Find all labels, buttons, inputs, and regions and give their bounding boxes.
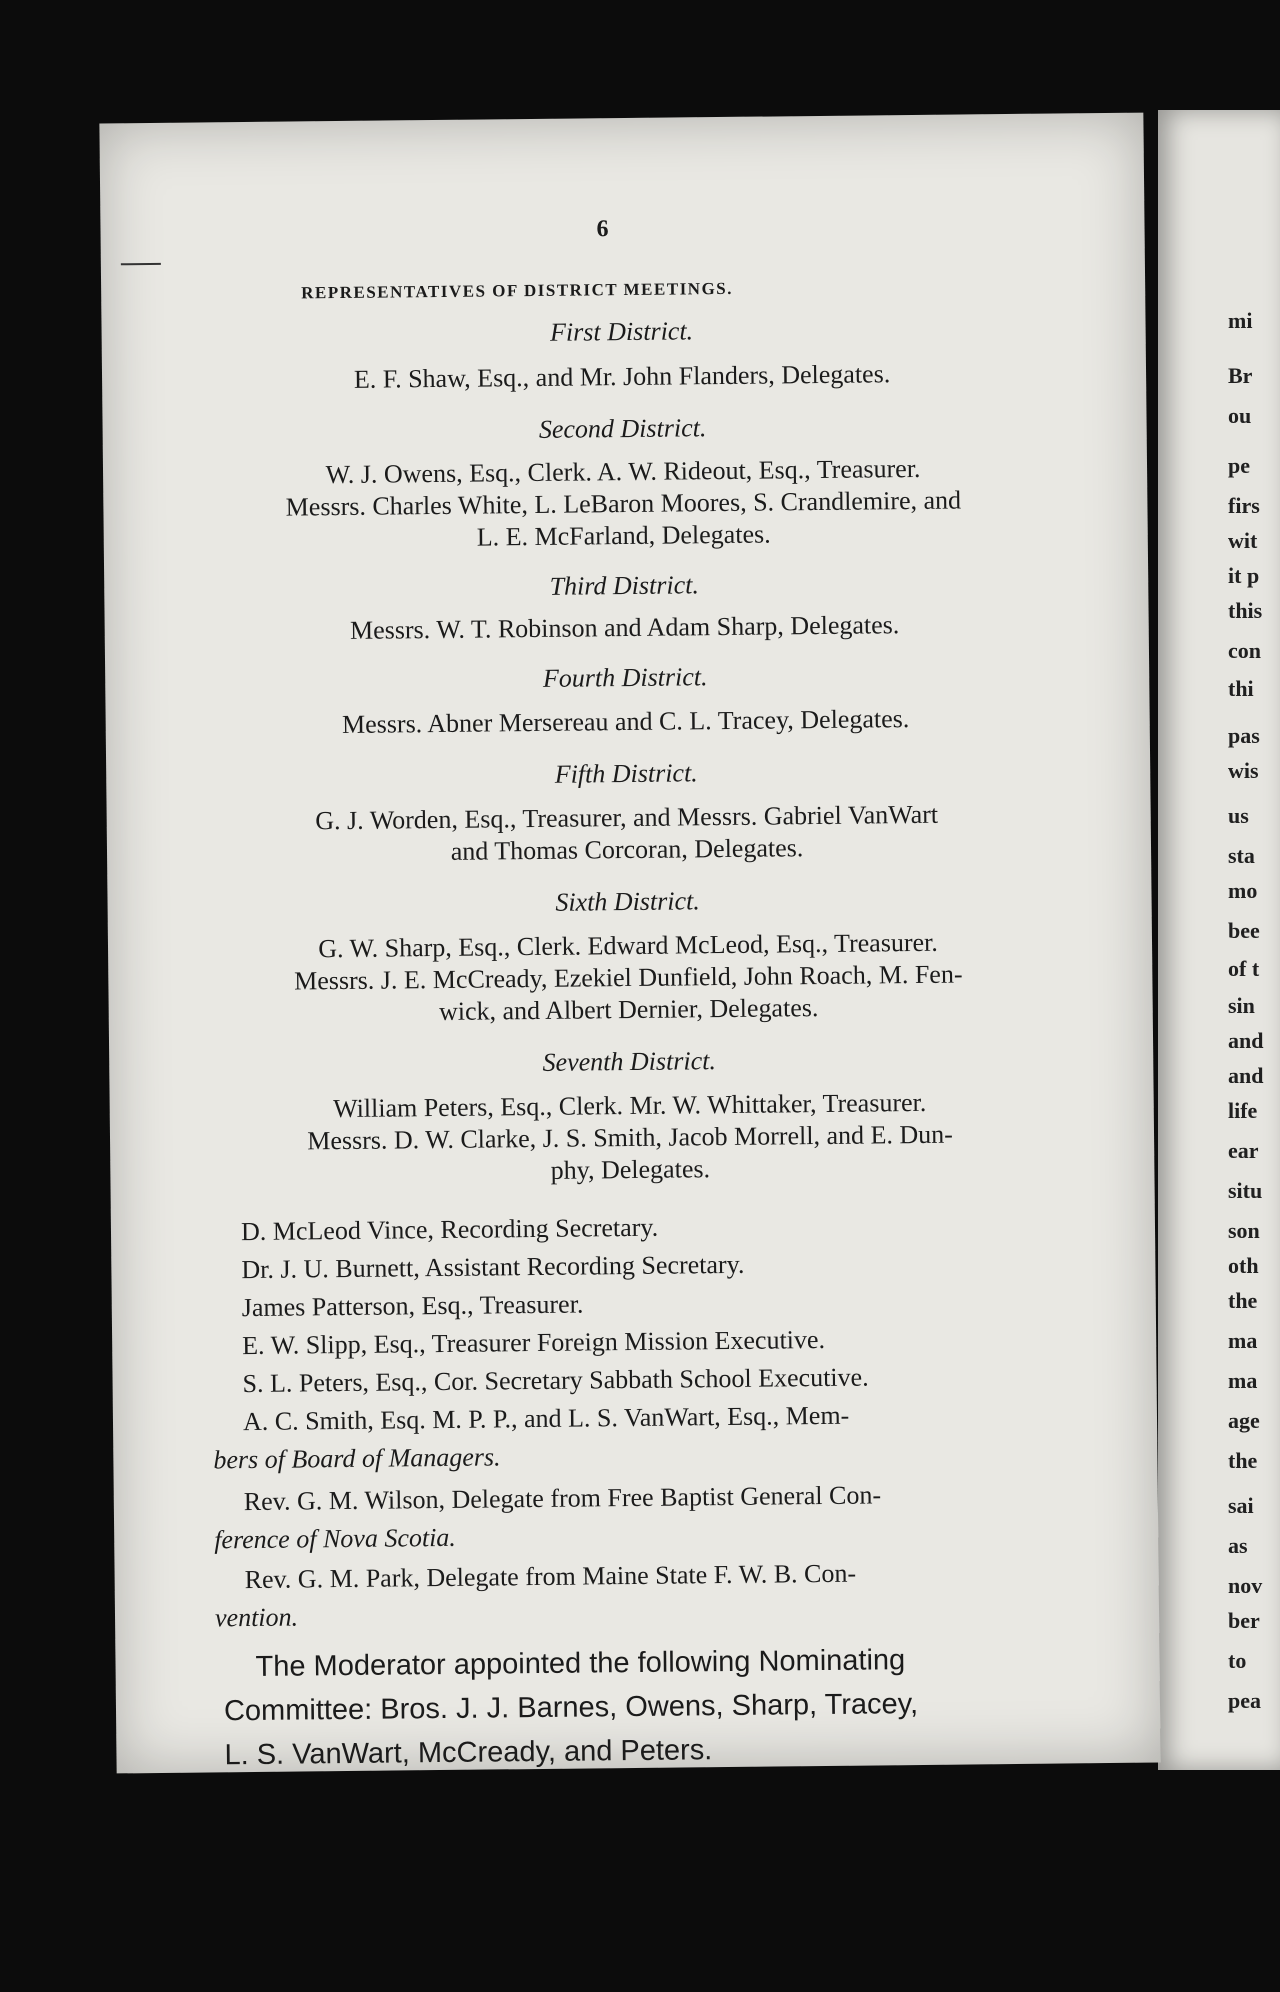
- district-title: Second District.: [538, 413, 707, 444]
- adjacent-page-fragment: of t: [1228, 956, 1260, 981]
- officer-line: S. L. Peters, Esq., Cor. Secretary Sabbath School Executive.: [242, 1362, 869, 1399]
- adjacent-page-fragment: mo: [1228, 878, 1258, 903]
- district-title: Sixth District.: [555, 886, 700, 917]
- adjacent-page-fragment: pe: [1228, 453, 1250, 478]
- officer-line: Dr. J. U. Burnett, Assistant Recording Secretary.: [241, 1249, 745, 1285]
- paragraph-line: L. S. VanWart, McCready, and Peters.: [224, 1734, 713, 1772]
- paragraph-line: Committee: Bros. J. J. Barnes, Owens, Sharp, Tracey,: [223, 1688, 919, 1728]
- adjacent-page-fragment: ou: [1228, 403, 1252, 428]
- adjacent-page: [1158, 110, 1280, 1770]
- officer-line: bers of Board of Managers.: [213, 1442, 501, 1475]
- page-number: 6: [596, 216, 609, 243]
- district-line: Messrs. W. T. Robinson and Adam Sharp, Delegates.: [349, 610, 900, 645]
- section-heading: REPRESENTATIVES OF DISTRICT MEETINGS.: [301, 278, 734, 303]
- officer-line: Rev. G. M. Park, Delegate from Maine State F. W. B. Con-: [244, 1558, 857, 1595]
- adjacent-page-fragment: life: [1228, 1098, 1258, 1123]
- district-line: wick, and Albert Dernier, Delegates.: [438, 993, 819, 1027]
- adjacent-page-fragment: this: [1228, 598, 1263, 623]
- officer-line: D. McLeod Vince, Recording Secretary.: [240, 1212, 659, 1247]
- margin-mark: [121, 263, 161, 265]
- adjacent-page-fragment: the: [1228, 1288, 1258, 1313]
- adjacent-page-fragment: con: [1228, 638, 1261, 663]
- adjacent-page-fragment: Br: [1228, 363, 1253, 388]
- district-title: First District.: [549, 316, 694, 347]
- adjacent-page-fragment: as: [1228, 1533, 1248, 1558]
- adjacent-page-fragment: bee: [1228, 918, 1260, 943]
- adjacent-page-fragment: mi: [1228, 308, 1253, 333]
- district-line: phy, Delegates.: [550, 1154, 711, 1185]
- adjacent-page-fragment: situ: [1228, 1178, 1263, 1203]
- district-line: G. W. Sharp, Esq., Clerk. Edward McLeod, Esq., Treasurer.: [318, 927, 938, 964]
- adjacent-page-fragment: pea: [1228, 1688, 1261, 1713]
- district-line: William Peters, Esq., Clerk. Mr. W. Whittaker, Treasurer.: [332, 1087, 927, 1124]
- adjacent-page-fragment: wit: [1228, 528, 1258, 553]
- adjacent-page-fragment: wis: [1228, 758, 1259, 783]
- district-line: and Thomas Corcoran, Delegates.: [450, 833, 804, 866]
- adjacent-page-fragment: and: [1228, 1063, 1264, 1088]
- district-title: Fifth District.: [554, 758, 698, 789]
- document-page: [99, 113, 1160, 1774]
- officer-line: James Patterson, Esq., Treasurer.: [241, 1289, 584, 1323]
- adjacent-page-fragment: ma: [1228, 1328, 1258, 1353]
- adjacent-page-fragment: sai: [1228, 1493, 1254, 1518]
- district-title: Fourth District.: [542, 662, 708, 693]
- district-line: Messrs. Abner Mersereau and C. L. Tracey, Delegates.: [341, 704, 910, 740]
- adjacent-page-fragment: to: [1228, 1648, 1247, 1673]
- adjacent-page-fragment: ber: [1228, 1608, 1260, 1633]
- adjacent-page-fragment: pas: [1228, 723, 1260, 748]
- adjacent-page-fragment: ma: [1228, 1368, 1258, 1393]
- district-line: L. E. McFarland, Delegates.: [476, 519, 771, 552]
- district-line: Messrs. D. W. Clarke, J. S. Smith, Jacob Morrell, and E. Dun-: [307, 1119, 953, 1156]
- adjacent-page-fragment: sta: [1228, 843, 1255, 868]
- adjacent-page-fragment: son: [1228, 1218, 1260, 1243]
- adjacent-page-fragment: sin: [1228, 993, 1255, 1018]
- district-line: G. J. Worden, Esq., Treasurer, and Messrs. Gabriel VanWart: [315, 799, 939, 836]
- adjacent-page-fragment: and: [1228, 1028, 1264, 1053]
- district-line: W. J. Owens, Esq., Clerk. A. W. Rideout, Esq., Treasurer.: [325, 453, 921, 490]
- paragraph-line: The Moderator appointed the following Nominating: [255, 1644, 906, 1683]
- adjacent-page-fragment: oth: [1228, 1253, 1259, 1278]
- district-line: Messrs. Charles White, L. LeBaron Moores, S. Crandlemire, and: [285, 485, 962, 522]
- officer-line: A. C. Smith, Esq. M. P. P., and L. S. VanWart, Esq., Mem-: [242, 1400, 850, 1437]
- district-line: Messrs. J. E. McCready, Ezekiel Dunfield, John Roach, M. Fen-: [294, 959, 963, 996]
- officer-line: vention.: [214, 1602, 299, 1633]
- district-title: Seventh District.: [542, 1046, 717, 1077]
- adjacent-page-fragment: ear: [1228, 1138, 1259, 1163]
- adjacent-page-fragment: firs: [1228, 493, 1260, 518]
- adjacent-page-fragment: the: [1228, 1448, 1258, 1473]
- adjacent-page-fragment: age: [1228, 1408, 1260, 1433]
- adjacent-page-fragment: it p: [1228, 563, 1260, 588]
- adjacent-page-fragment: nov: [1228, 1573, 1263, 1598]
- adjacent-page-fragment: thi: [1228, 676, 1254, 701]
- officer-line: Rev. G. M. Wilson, Delegate from Free Baptist General Con-: [243, 1480, 882, 1517]
- adjacent-page-fragment: us: [1228, 803, 1249, 828]
- district-line: E. F. Shaw, Esq., and Mr. John Flanders, Delegates.: [353, 359, 891, 394]
- officer-line: E. W. Slipp, Esq., Treasurer Foreign Mission Executive.: [242, 1324, 826, 1361]
- officer-line: ference of Nova Scotia.: [214, 1522, 457, 1555]
- district-title: Third District.: [549, 570, 700, 601]
